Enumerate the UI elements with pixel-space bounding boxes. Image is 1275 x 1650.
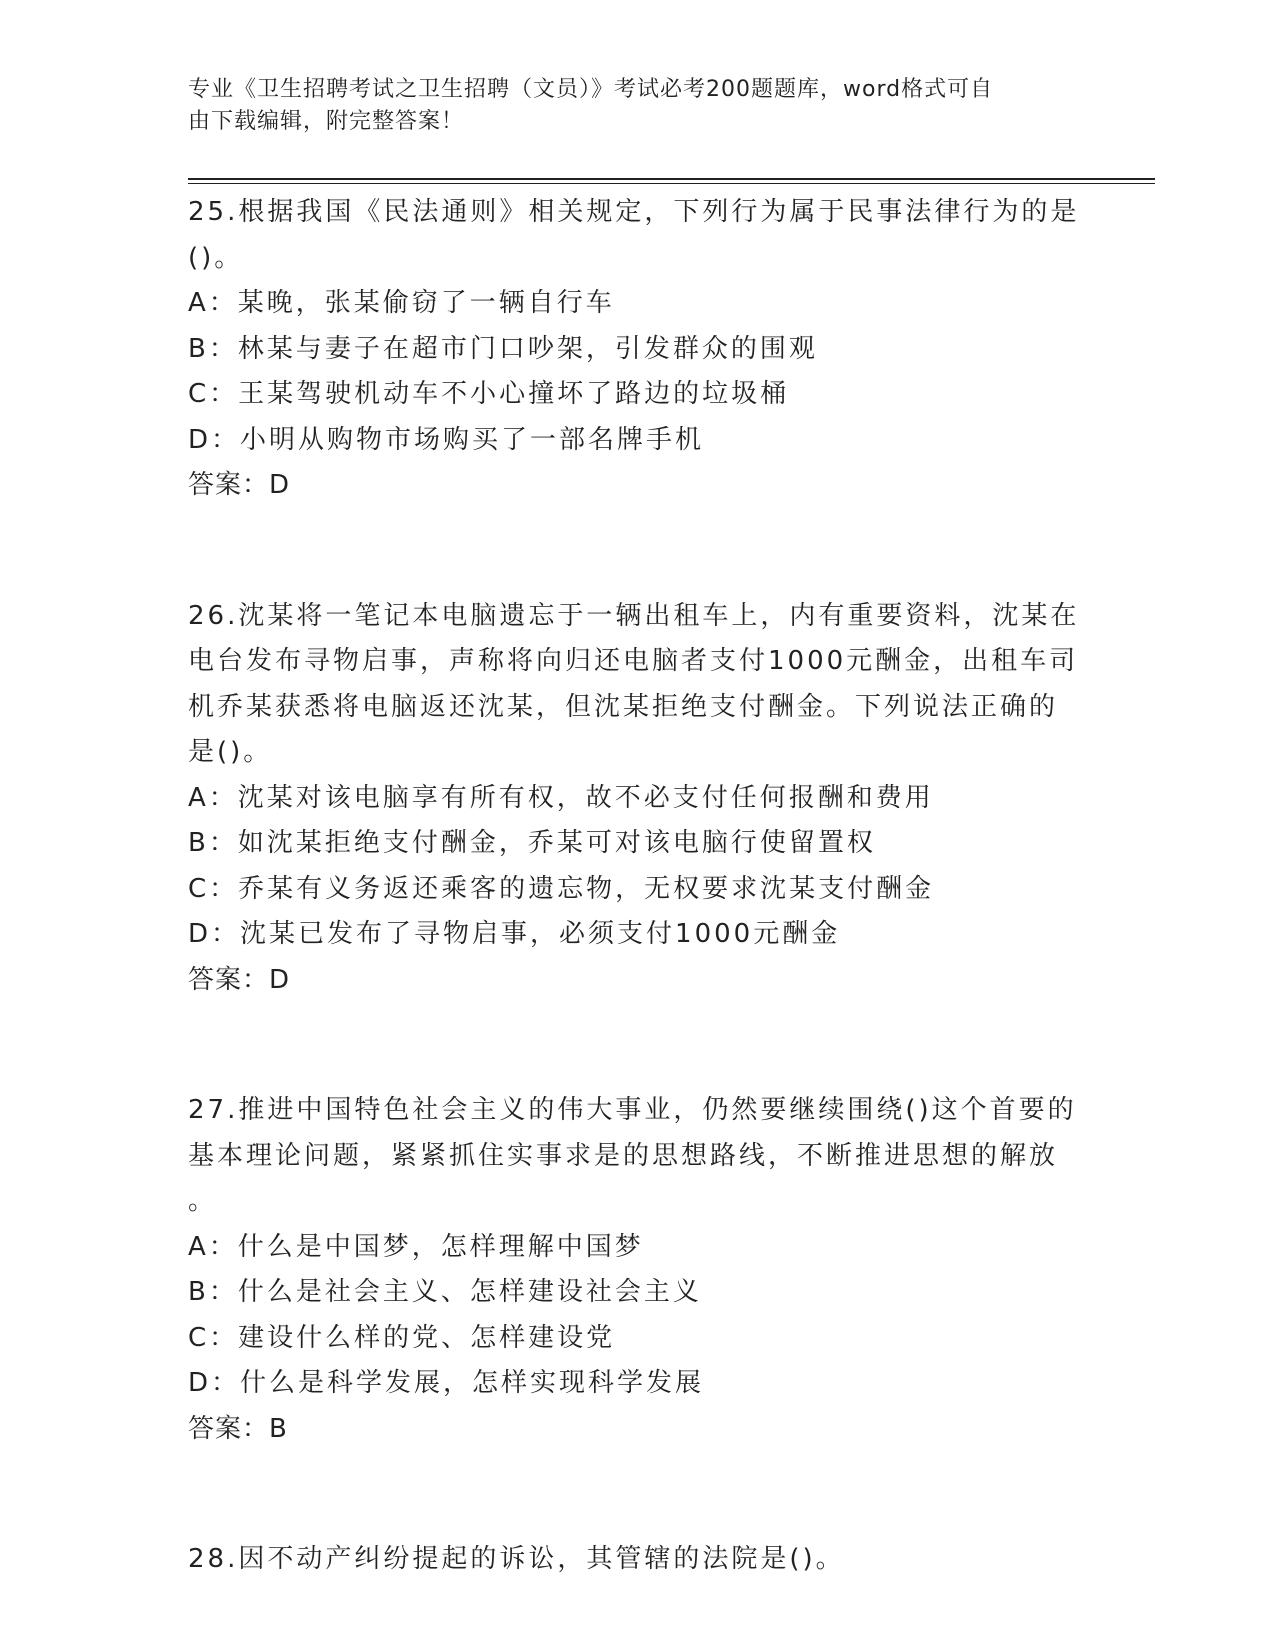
question-text-line: 27.推进中国特色社会主义的伟大事业，仍然要继续围绕()这个首要的	[188, 1095, 1077, 1125]
option-b: B：林某与妻子在超市门口吵架，引发群众的围观	[188, 333, 818, 364]
document-header	[188, 74, 1068, 138]
header-line-2: 由下载编辑，附完整答案！	[188, 109, 465, 134]
header-divider-thick	[188, 178, 1155, 180]
question-text-line: 。	[188, 1186, 218, 1216]
question-25	[188, 190, 1088, 509]
question-text-line: 28.因不动产纠纷提起的诉讼，其管辖的法院是()。	[188, 1544, 845, 1574]
question-text-line: 是()。	[188, 737, 273, 767]
question-text-line: 电台发布寻物启事，声称将向归还电脑者支付1000元酬金，出租车司	[188, 646, 1079, 676]
answer-line: 答案：D	[188, 470, 291, 500]
question-text-line: 基本理论问题，紧紧抓住实事求是的思想路线，不断推进思想的解放	[188, 1140, 1059, 1171]
answer-line: 答案：B	[188, 1413, 288, 1444]
option-d: D：小明从购物市场购买了一部名牌手机	[188, 424, 705, 455]
option-c: C：建设什么样的党、怎样建设党	[188, 1322, 616, 1353]
question-text-line: ()。	[188, 242, 244, 273]
question-28	[188, 1537, 1088, 1583]
question-26	[188, 594, 1088, 1004]
option-c: C：乔某有义务返还乘客的遗忘物，无权要求沈某支付酬金	[188, 873, 935, 904]
question-text-line: 机乔某获悉将电脑返还沈某，但沈某拒绝支付酬金。下列说法正确的	[188, 691, 1059, 722]
option-b: B：如沈某拒绝支付酬金，乔某可对该电脑行使留置权	[188, 828, 876, 858]
question-27	[188, 1088, 1088, 1452]
question-text-line: 25.根据我国《民法通则》相关规定，下列行为属于民事法律行为的是	[188, 197, 1080, 227]
option-d: D：什么是科学发展，怎样实现科学发展	[188, 1368, 705, 1398]
header-line-1: 专业《卫生招聘考试之卫生招聘（文员）》考试必考200题题库，word格式可自	[188, 77, 994, 102]
question-text-line: 26.沈某将一笔记本电脑遗忘于一辆出租车上，内有重要资料，沈某在	[188, 600, 1080, 631]
option-c: C：王某驾驶机动车不小心撞坏了路边的垃圾桶	[188, 379, 790, 409]
option-a: A：沈某对该电脑享有所有权，故不必支付任何报酬和费用	[188, 782, 934, 813]
option-b: B：什么是社会主义、怎样建设社会主义	[188, 1277, 702, 1307]
option-a: A：什么是中国梦，怎样理解中国梦	[188, 1231, 644, 1262]
header-divider-thin	[188, 183, 1155, 184]
answer-line: 答案：D	[188, 964, 291, 995]
question-list	[188, 190, 1088, 1583]
option-d: D：沈某已发布了寻物启事，必须支付1000元酬金	[188, 919, 841, 949]
option-a: A：某晚，张某偷窃了一辆自行车	[188, 288, 615, 318]
